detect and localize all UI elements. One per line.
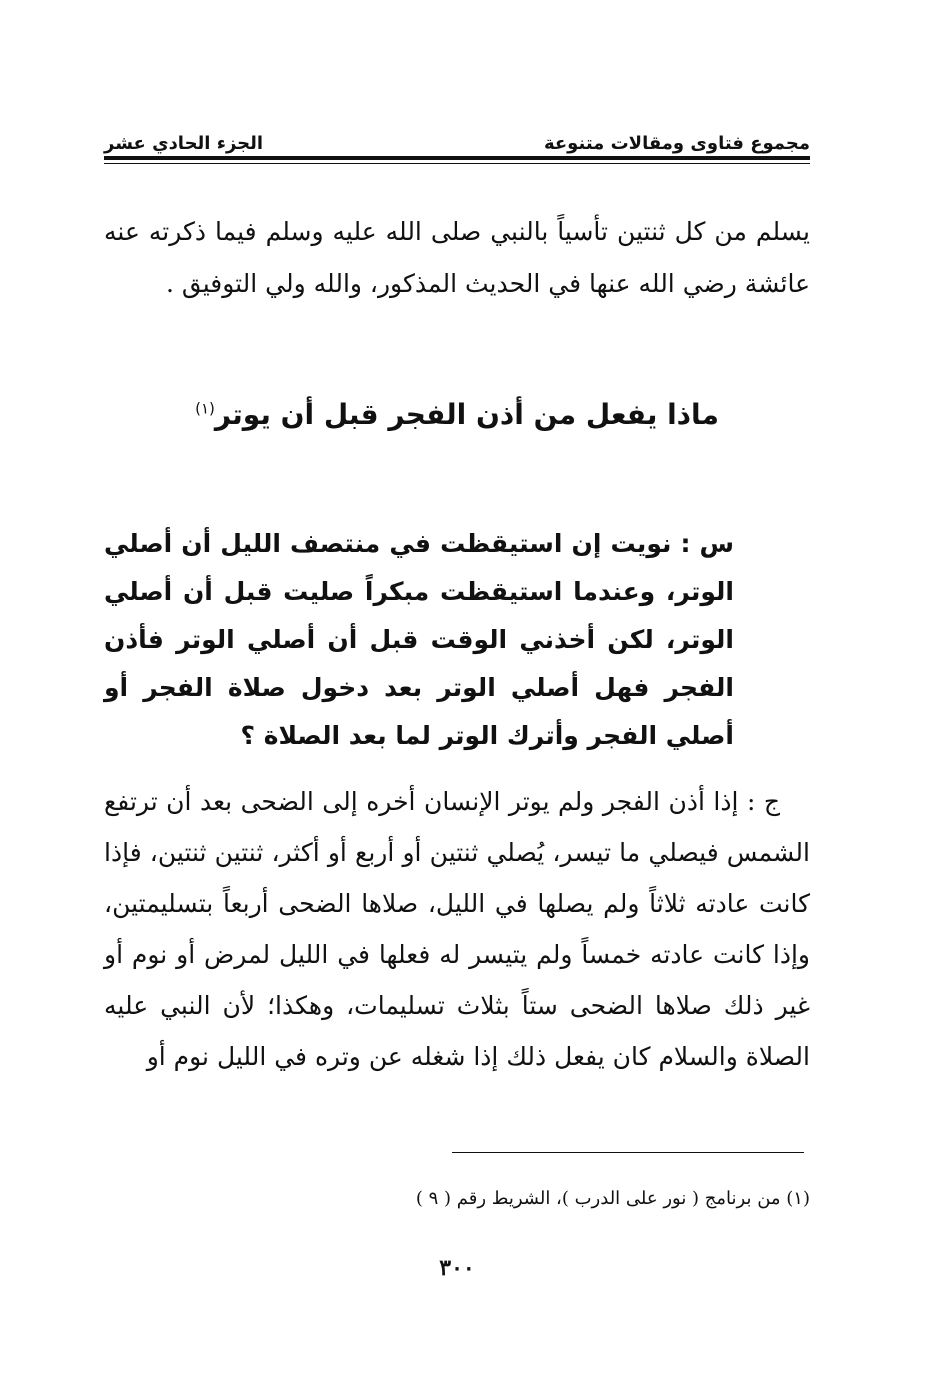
page-header (104, 124, 810, 154)
header-rule (104, 156, 810, 160)
section-title (104, 398, 810, 431)
page-number: ٣٠٠ (439, 1255, 475, 1281)
intro-paragraph: يسلم من كل ثنتين تأسياً بالنبي صلى الله عليه وسلم فيما ذكرته عنه عائشة رضي الله عنها في الحديث المذكور، والله ولي التوفيق . (104, 217, 810, 298)
volume-label: الجزء الحادي عشر (104, 133, 264, 154)
header-rule-thin (104, 163, 810, 164)
section-title-text: ماذا يفعل من أذن الفجر قبل أن يوتر (214, 398, 719, 431)
footnote: (١) من برنامج ( نور على الدرب )، الشريط رقم ( ٩ ) (415, 1188, 810, 1209)
footnote-marker: (١) (195, 399, 215, 418)
answer-text: ج : إذا أذن الفجر ولم يوتر الإنسان أخره إلى الضحى بعد أن ترتفع الشمس فيصلي ما تيسر، يُصلي ثنتين أو أربع أو أكثر، ثنتين ثنتين، فإذا كانت عادته ثلاثاً ولم يصلها في الليل، صلاها الضحى أربعاً بتسليمتين، وإذا كانت عادته خمساً ولم يتيسر له فعلها في الليل لمرض أو نوم أو غير ذلك صلاها الضحى ستاً بثلاث تسليمات، وهكذا؛ لأن النبي عليه الصلاة والسلام كان يفعل ذلك إذا شغله عن وتره في الليل نوم أو (104, 787, 810, 1071)
question-paragraph: س : نويت إن استيقظت في منتصف الليل أن أصلي الوتر، وعندما استيقظت مبكراً صليت قبل أن أصلي الوتر، لكن أخذني الوقت قبل أن أصلي الوتر فأذن الفجر فهل أصلي الوتر بعد دخول صلاة الفجر أو أصلي الفجر وأترك الوتر لما بعد الصلاة ؟ (104, 529, 734, 750)
book-title: مجموع فتاوى ومقالات متنوعة (543, 133, 810, 154)
answer-paragraph (104, 776, 810, 1082)
footnote-rule (452, 1152, 804, 1153)
